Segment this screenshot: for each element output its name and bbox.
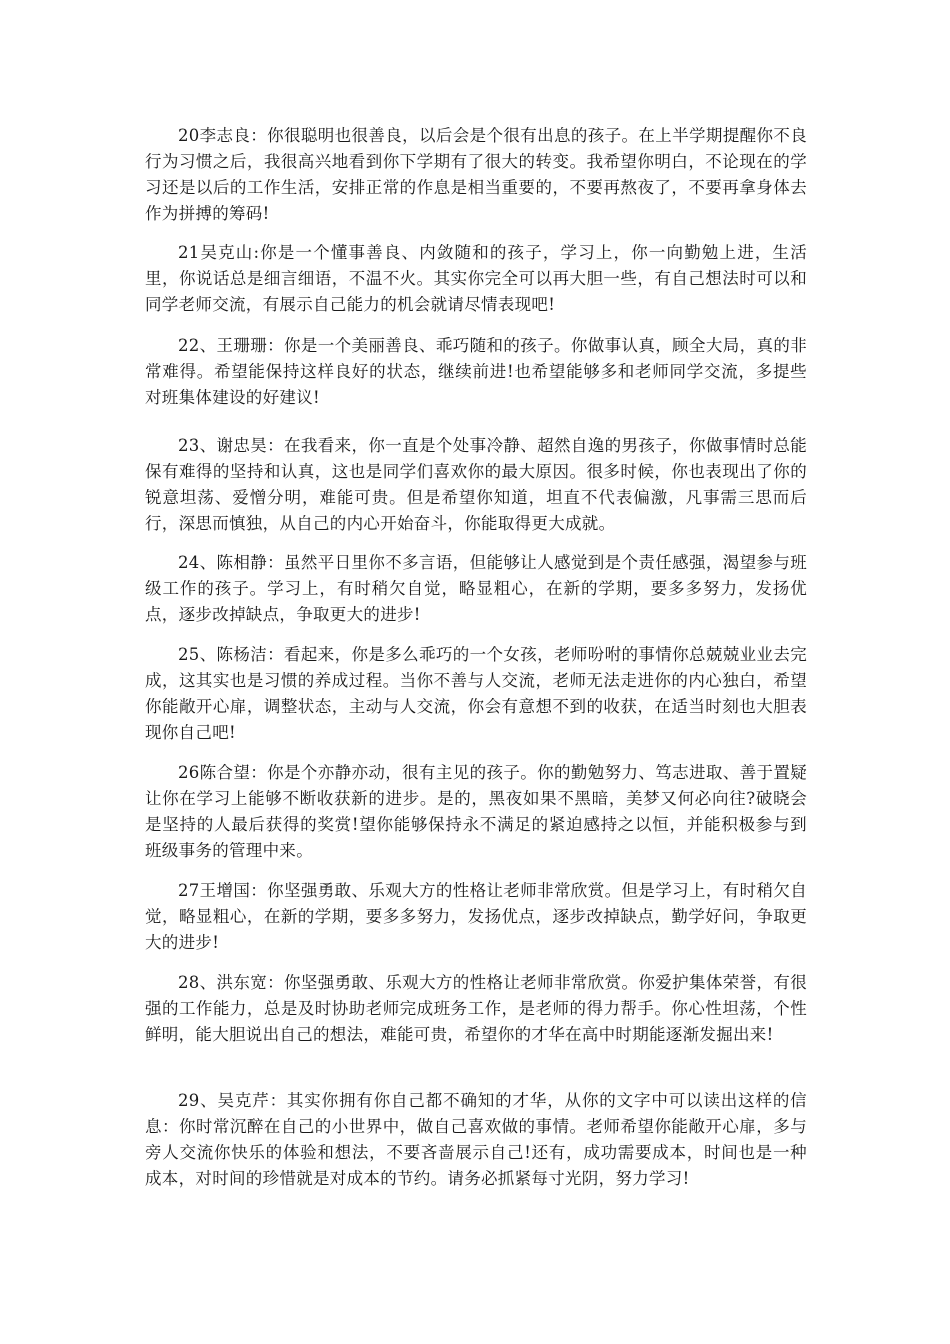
comment-entry-20: 20李志良：你很聪明也很善良，以后会是个很有出息的孩子。在上半学期提醒你不良行为习惯之后，我很高兴地看到你下学期有了很大的转变。我希望你明白，不论现在的学习还是以后的工作生活，安排正常的作息是相当重要的，不要再熬夜了，不要再拿身体去作为拼搏的筹码! xyxy=(145,126,807,223)
comment-entry-25: 25、陈杨洁：看起来，你是多么乖巧的一个女孩，老师吩咐的事情你总兢兢业业去完成，这其实也是习惯的养成过程。当你不善与人交流，老师无法走进你的内心独白，希望你能敞开心扉，调整状态，主动与人交流，你会有意想不到的收获，在适当时刻也大胆表现你自己吧! xyxy=(145,645,807,742)
comment-entry-28: 28、洪东宽：你坚强勇敢、乐观大方的性格让老师非常欣赏。你爱护集体荣誉，有很强的工作能力，总是及时协助老师完成班务工作，是老师的得力帮手。你心性坦荡，个性鲜明，能大胆说出自己的想法，难能可贵，希望你的才华在高中时期能逐渐发掘出来! xyxy=(145,973,807,1044)
comment-entry-27: 27王增国：你坚强勇敢、乐观大方的性格让老师非常欣赏。但是学习上，有时稍欠自觉，略显粗心，在新的学期，要多多努力，发扬优点，逐步改掉缺点，勤学好问，争取更大的进步! xyxy=(145,881,807,952)
comment-entry-24: 24、陈相静：虽然平日里你不多言语，但能够让人感觉到是个责任感强，渴望参与班级工作的孩子。学习上，有时稍欠自觉，略显粗心，在新的学期，要多多努力，发扬优点，逐步改掉缺点，争取更大的进步! xyxy=(145,553,807,624)
comment-entry-22: 22、王珊珊：你是一个美丽善良、乖巧随和的孩子。你做事认真，顾全大局，真的非常难得。希望能保持这样良好的状态，继续前进!也希望能够多和老师同学交流，多提些对班集体建设的好建议! xyxy=(145,336,807,407)
comment-entry-26: 26陈合望：你是个亦静亦动，很有主见的孩子。你的勤勉努力、笃志进取、善于置疑让你在学习上能够不断收获新的进步。是的，黑夜如果不黑暗，美梦又何必向往?破晓会是坚持的人最后获得的奖赏!望你能够保持永不满足的紧迫感持之以恒，并能积极参与到班级事务的管理中来。 xyxy=(145,763,807,860)
comment-entry-29: 29、吴克芹：其实你拥有你自己都不确知的才华，从你的文字中可以读出这样的信息：你时常沉醉在自己的小世界中，做自己喜欢做的事情。老师希望你能敞开心扉，多与旁人交流你快乐的体验和想法，不要吝啬展示自己!还有，成功需要成本，时间也是一种成本，对时间的珍惜就是对成本的节约。请务必抓紧每寸光阴，努力学习! xyxy=(145,1091,807,1188)
comment-entry-21: 21吴克山:你是一个懂事善良、内敛随和的孩子，学习上，你一向勤勉上进，生活里，你说话总是细言细语，不温不火。其实你完全可以再大胆一些，有自己想法时可以和同学老师交流，有展示自己能力的机会就请尽情表现吧! xyxy=(145,243,807,314)
comment-entry-23: 23、谢忠昊：在我看来，你一直是个处事冷静、超然自逸的男孩子，你做事情时总能保有难得的坚持和认真，这也是同学们喜欢你的最大原因。很多时候，你也表现出了你的锐意坦荡、爱憎分明，难能可贵。但是希望你知道，坦直不代表偏激，凡事需三思而后行，深思而慎独，从自己的内心开始奋斗，你能取得更大成就。 xyxy=(145,436,807,533)
